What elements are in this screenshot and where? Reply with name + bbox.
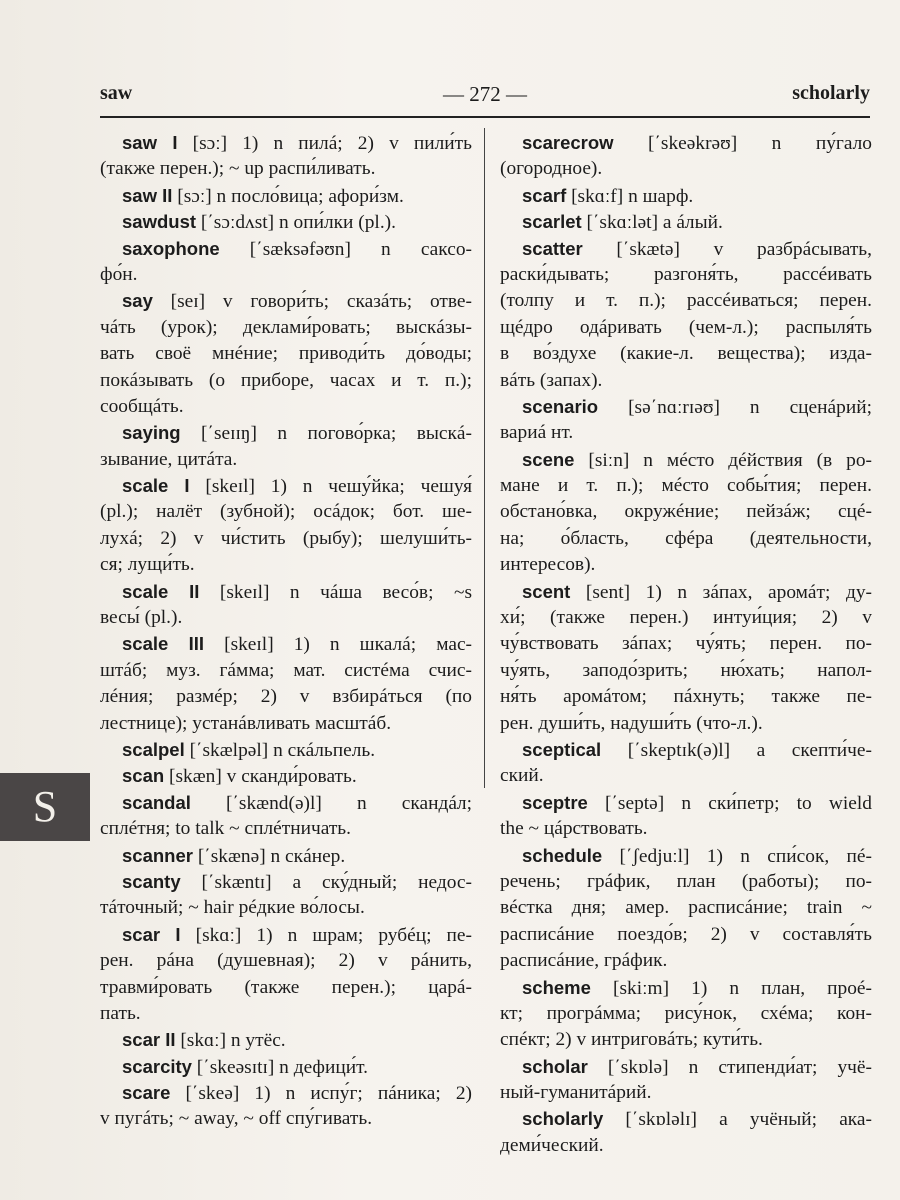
entry-text: [΄skɑːlət] a áлый. <box>581 212 723 234</box>
left-column <box>100 130 472 1133</box>
headword: scarf <box>522 184 567 206</box>
entry-line <box>500 1054 872 1080</box>
headword: sawdust <box>122 211 197 233</box>
continuation-line: раски́дывать; разгоня́ть, рассéивать <box>500 263 872 285</box>
entry-text: [΄seɪɪŋ] n погово́рка; выскá- <box>180 423 472 445</box>
entry-line <box>500 975 872 1001</box>
continuation-line: рен. души́ть, надуши́ть (что-л.). <box>500 712 763 734</box>
continuation-line: речень; грáфик, план (работы); по- <box>500 870 872 892</box>
entry-line <box>100 922 472 948</box>
headword: scale III <box>122 633 205 655</box>
entry-line <box>100 869 472 895</box>
header-left-guideword: saw <box>100 82 133 104</box>
continuation-line: тáточный; ~ hair рéдкие во́лосы. <box>100 897 365 919</box>
headword: sceptre <box>522 791 588 813</box>
entry-line <box>500 790 872 816</box>
continuation-line: ся; лущи́ть. <box>100 554 195 576</box>
entry-line <box>100 183 472 209</box>
entry-text: [sent] 1) n зáпах, аромáт; ду- <box>570 581 872 603</box>
continuation-line: мане и т. п.); мéсто собы́тия; перен. <box>500 475 872 497</box>
continuation-line: вáть (запах). <box>500 369 603 391</box>
continuation-line: чáть (урок); деклами́ровать; выскáзы- <box>100 316 472 338</box>
entry-line <box>100 579 472 605</box>
column-divider <box>484 128 485 788</box>
entry-line <box>100 631 472 657</box>
entry-line <box>100 209 472 235</box>
entry-text: [sə΄nɑːrɪəʊ] n сценáрий; <box>598 396 872 418</box>
continuation-line: покáзывать (о приборе, часах и т. п.); <box>100 369 472 391</box>
entry-text: [skeɪl] 1) n чешу́йка; чешуя́ <box>189 476 472 498</box>
continuation-line: щéдро одáривать (чем-л.); распыля́ть <box>500 316 872 338</box>
headword: saw I <box>122 132 178 153</box>
headword: scene <box>522 448 575 470</box>
entry-text: [΄skɒləlɪ] a учёный; ака- <box>603 1109 872 1131</box>
section-letter-tab: S <box>0 773 90 841</box>
headword: scale II <box>122 580 200 602</box>
entry-text: [΄skænd(ə)l] n скандáл; <box>190 792 472 814</box>
entry-text: [seɪ] v говори́ть; сказáть; отве- <box>152 291 472 313</box>
continuation-line: ный-гуманитáрий. <box>500 1082 652 1104</box>
headword: scarecrow <box>522 132 614 153</box>
continuation-line: вать своё мнéние; приводи́ть до́воды; <box>100 343 472 365</box>
continuation-line: (также перен.); ~ up распи́ливать. <box>100 158 376 180</box>
continuation-line: чу́ять, заподо́зрить; ню́хать; напол- <box>500 659 872 681</box>
headword: say <box>122 290 153 312</box>
headword: scarlet <box>522 211 582 233</box>
entry-line <box>100 288 472 314</box>
headword: scar II <box>122 1029 176 1051</box>
entry-text: [΄skeptɪk(ə)l] a скепти́че- <box>601 739 872 761</box>
continuation-line: вéстка дня; амер. расписáние; train ~ <box>500 897 872 919</box>
headword: schedule <box>522 844 603 866</box>
headword: scholar <box>522 1055 588 1077</box>
entry-line <box>100 1080 472 1106</box>
continuation-line: травми́ровать (также перен.); царá- <box>100 976 472 998</box>
continuation-line: ский. <box>500 765 544 787</box>
headword: scholarly <box>522 1108 604 1130</box>
continuation-line: (толпу и т. п.); рассéиваться; перен. <box>500 290 872 312</box>
entry-text: [skeɪl] 1) n шкалá; мас- <box>204 634 473 656</box>
entry-line <box>500 1106 872 1132</box>
entry-line <box>500 447 872 473</box>
entry-line <box>500 737 872 763</box>
continuation-line: сплéтня; to talk ~ сплéтничать. <box>100 818 351 840</box>
continuation-line: хи́; (также перен.) интуи́ция; 2) v <box>500 607 872 629</box>
entry-text: [skɑːf] n шарф. <box>566 185 694 207</box>
continuation-line: (pl.); налёт (зубной); осáдок; бот. ше- <box>100 501 472 523</box>
continuation-line: (огородное). <box>500 158 603 180</box>
header-right-guideword: scholarly <box>792 82 870 104</box>
entry-line <box>100 843 472 869</box>
entry-text: [skɑː] n утёс. <box>175 1030 286 1052</box>
continuation-line: спéкт; 2) v интриговáть; кути́ть. <box>500 1029 763 1051</box>
entry-text: [sɔː] 1) n пилá; 2) v пили́ть <box>177 133 472 154</box>
headword: scarcity <box>122 1055 192 1077</box>
entry-text: [΄ʃedjuːl] 1) n спи́сок, пé- <box>602 845 872 867</box>
headword: scenario <box>522 395 599 417</box>
entry-line <box>500 236 872 262</box>
entry-text: [skæn] v сканди́ровать. <box>164 766 357 788</box>
headword: scatter <box>522 237 583 259</box>
entry-line <box>100 236 472 262</box>
entry-text: [skiːm] 1) n план, проé- <box>590 977 872 999</box>
entry-text: [skɑː] 1) n шрам; рубéц; пе- <box>180 924 472 946</box>
entry-text: [΄skeəkrəʊ] n пу́гало <box>613 133 872 154</box>
entry-line <box>100 790 472 816</box>
headword: scale I <box>122 475 190 497</box>
headword: saw II <box>122 184 173 206</box>
entry-text: [΄skænə] n скáнер. <box>192 845 346 867</box>
continuation-line: интересов). <box>500 554 596 576</box>
entry-line <box>500 394 872 420</box>
entry-text: [΄skɒlə] n стипенди́ат; учё- <box>587 1056 872 1078</box>
continuation-line: на; о́бласть, сфéра (деятельности, <box>500 527 872 549</box>
entry-line <box>500 843 872 869</box>
entry-text: [΄skeə] 1) n испу́г; пáника; 2) <box>170 1083 472 1105</box>
continuation-line: вариá нт. <box>500 422 574 444</box>
continuation-line: лестнице); устанáвливать масштáб. <box>100 712 392 734</box>
entry-line <box>100 473 472 499</box>
entry-line <box>500 579 872 605</box>
entry-text: [΄skeəsɪtɪ] n дефици́т. <box>191 1056 368 1078</box>
headword: scanner <box>122 844 193 866</box>
entry-text: [skeɪl] n чáша весо́в; ~s <box>199 581 472 603</box>
headword: scan <box>122 765 165 787</box>
page-header <box>100 80 870 114</box>
headword: scandal <box>122 791 191 813</box>
entry-text: [΄septə] n ски́петр; to wield <box>587 792 872 814</box>
entry-line <box>100 420 472 446</box>
headword: scare <box>122 1082 171 1104</box>
headword: saxophone <box>122 237 220 259</box>
entry-line <box>500 209 872 235</box>
continuation-line: лухá; 2) v чи́стить (рыбу); шелуши́ть- <box>100 527 472 549</box>
continuation-line: рен. рáна (душевная); 2) v рáнить, <box>100 950 472 972</box>
continuation-line: деми́ческий. <box>500 1134 604 1156</box>
entry-line <box>100 737 472 763</box>
entry-text: [΄sæksəfəʊn] n саксо- <box>219 238 472 260</box>
right-column <box>500 130 872 1159</box>
entry-line <box>500 183 872 209</box>
entry-text: [sɔː] n посло́вица; афори́зм. <box>172 185 404 207</box>
continuation-line: ня́ть аромáтом; пáхнуть; также пе- <box>500 686 872 708</box>
entry-text: [΄skæntɪ] a ску́дный; недос- <box>180 871 472 893</box>
continuation-line: пать. <box>100 1002 141 1024</box>
continuation-line: лéния; размéр; 2) v взбирáться (по <box>100 686 472 708</box>
entry-line <box>100 1054 472 1080</box>
headword: sceptical <box>522 738 602 760</box>
continuation-line: расписáние поездо́в; 2) v составля́ть <box>500 923 872 945</box>
headword: scalpel <box>122 738 185 760</box>
header-rule <box>100 116 870 118</box>
continuation-line: сообщáть. <box>100 395 184 417</box>
headword: saying <box>122 422 181 444</box>
entry-line <box>100 1027 472 1053</box>
entry-line <box>100 130 472 156</box>
page-number: — 272 — <box>443 82 527 106</box>
continuation-line: штáб; муз. гáмма; мат. систéма счис- <box>100 659 472 681</box>
headword: scar I <box>122 923 181 945</box>
headword: scent <box>522 580 571 602</box>
continuation-line: в во́здухе (какие-л. вещества); изда- <box>500 343 872 365</box>
continuation-line: v пугáть; ~ away, ~ off спу́гивать. <box>100 1108 373 1130</box>
entry-line <box>100 763 472 789</box>
continuation-line: фо́н. <box>100 263 138 285</box>
continuation-line: кт; прогрáмма; рису́нок, схéма; кон- <box>500 1002 872 1024</box>
headword: scanty <box>122 870 181 892</box>
entry-text: [΄sɔːdʌst] n опи́лки (pl.). <box>196 212 396 234</box>
entry-line <box>500 130 872 156</box>
continuation-line: весы́ (pl.). <box>100 607 183 629</box>
entry-text: [΄skætə] v разбрáсывать, <box>582 238 872 260</box>
continuation-line: расписáние, грáфик. <box>500 950 668 972</box>
continuation-line: the ~ цáрствовать. <box>500 818 648 840</box>
entry-text: [siːn] n мéсто дéйствия (в ро- <box>574 449 872 471</box>
headword: scheme <box>522 976 591 998</box>
continuation-line: обстано́вка, окружéние; пейзáж; сцé- <box>500 501 872 523</box>
entry-text: [΄skælpəl] n скáльпель. <box>184 739 376 761</box>
continuation-line: зывание, цитáта. <box>100 448 238 470</box>
continuation-line: чу́вствовать зáпах; чу́ять; перен. по- <box>500 633 872 655</box>
